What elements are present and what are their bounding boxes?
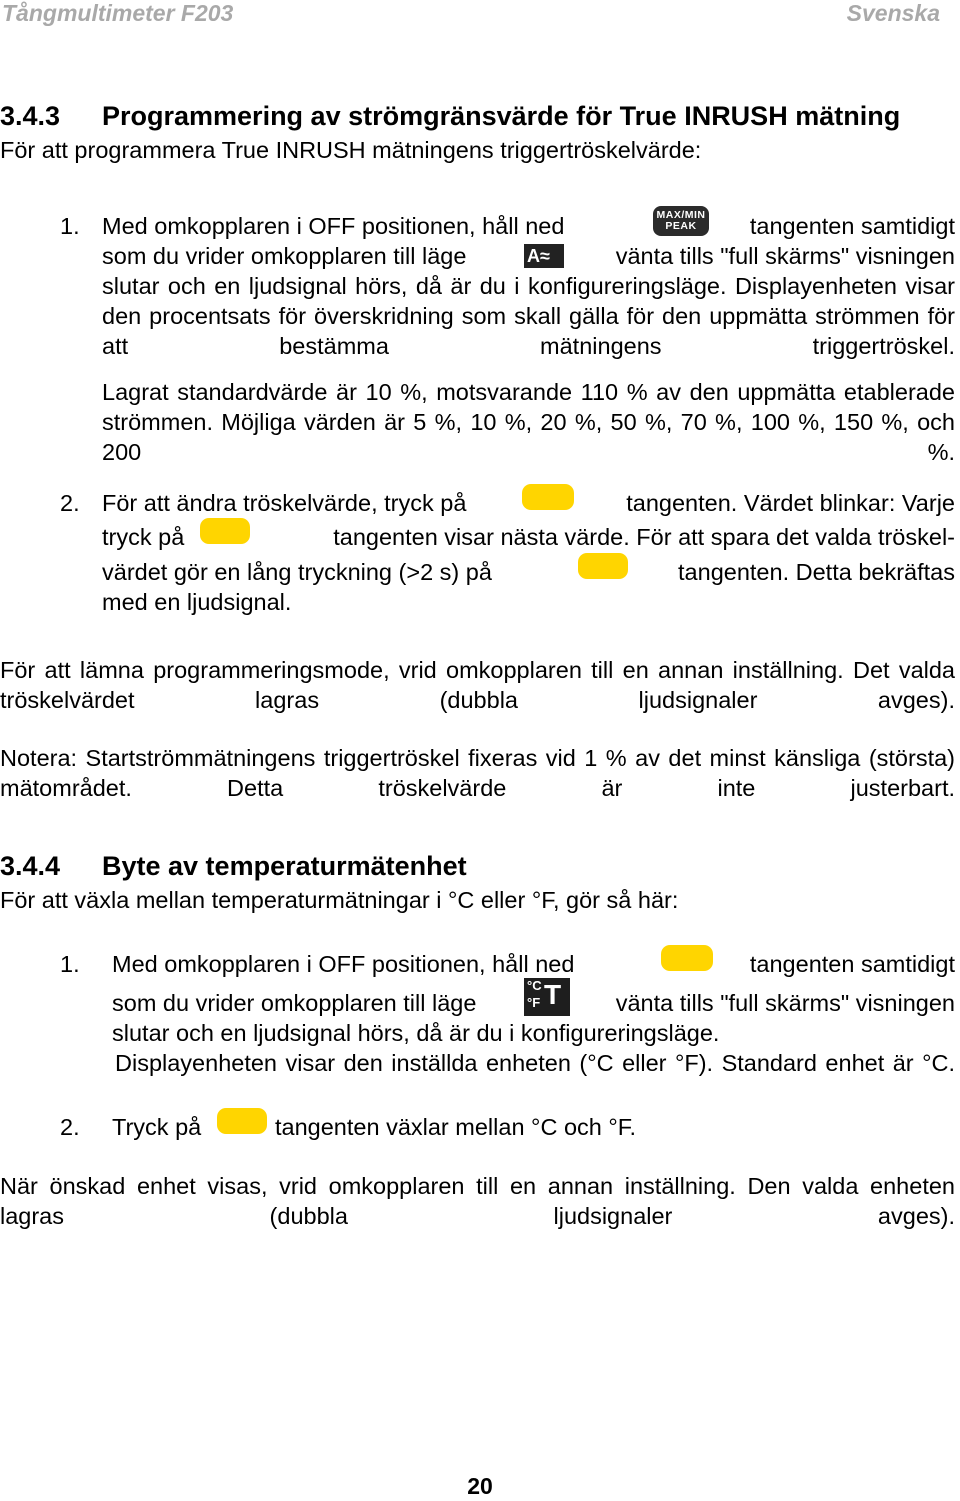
section-intro: För att programmera True INRUSH mätningens triggertröskelvärde: [0, 137, 702, 163]
step-text: Med omkopplaren i OFF positionen, håll ned [102, 213, 565, 239]
key-icon [522, 484, 574, 510]
step-text: vänta tills "full skärms" visningen [615, 243, 955, 269]
icon-label: °C [527, 978, 542, 993]
step-number: 2. [60, 1114, 80, 1140]
step-text: tangenten. Värdet blinkar: Varje [626, 490, 955, 516]
step-paragraph: Lagrat standardvärde är 10 %, motsvarande 110 % av den uppmätta etablerade strömmen. Möjliga värden är 5 %, 10 %, 20 %, 50 %, 70 %, 100 %, 150 %, och 200 %. [102, 379, 955, 465]
step-text: som du vrider omkopplaren till läge [102, 243, 467, 269]
paragraph-leave-mode: För att lämna programmeringsmode, vrid omkopplaren till en annan inställning. Det valda tröskelvärdet lagras (dubbla ljudsignaler avges). [0, 657, 955, 713]
section-intro: För att växla mellan temperaturmätningar i °C eller °F, gör så här: [0, 887, 679, 913]
temperature-mode-icon [524, 978, 570, 1016]
section-heading-3-4-3 [0, 101, 900, 132]
page-header [0, 0, 940, 30]
step-text: tangenten visar nästa värde. För att spara det valda tröskel- [333, 524, 955, 550]
icon-label: MAX/MIN [656, 209, 706, 221]
step-number: 1. [60, 951, 80, 977]
step-text: tangenten växlar mellan °C och °F. [275, 1114, 637, 1140]
step-text: Tryck på [112, 1114, 202, 1140]
ac-current-mode-icon: A≈ [524, 244, 564, 268]
step-text: tryck på [102, 524, 185, 550]
step-text: tangenten samtidigt [749, 213, 955, 239]
section-number: 3.4.3 [0, 101, 61, 131]
step-text: vänta tills "full skärms" visningen [615, 990, 955, 1016]
step-text: som du vrider omkopplaren till läge [112, 990, 477, 1016]
key-icon [661, 945, 713, 971]
max-min-peak-key-icon [653, 206, 709, 236]
key-icon [217, 1108, 267, 1134]
page-number: 20 [467, 1473, 493, 1499]
key-icon [200, 518, 250, 544]
header-language: Svenska [846, 0, 940, 26]
step-text: För att ändra tröskelvärde, tryck på [102, 490, 467, 516]
icon-label: T [544, 979, 562, 1010]
step-text: slutar och en ljudsignal hörs, då är du i konfigureringsläge. Displayenheten visar den procentsats för överskridning som skall gälla för den uppmätta strömmen för att bestämma mätningens triggertröskel. [102, 273, 955, 359]
section-title: Programmering av strömgränsvärde för True INRUSH mätning [102, 101, 901, 131]
step-text: tangenten. Detta bekräftas [678, 559, 955, 585]
step-text: slutar och en ljudsignal hörs, då är du i konfigureringsläge. [112, 1020, 720, 1046]
step-number: 1. [60, 213, 80, 239]
step-text: värdet gör en lång tryckning (>2 s) på [102, 559, 492, 585]
header-product-name: Tångmultimeter F203 [2, 0, 234, 26]
step-number: 2. [60, 490, 80, 516]
paragraph-note: Notera: Startströmmätningens triggertröskel fixeras vid 1 % av det minst känsliga (största) mätområdet. Detta tröskelvärde är inte justerbart. [0, 745, 955, 801]
section-number: 3.4.4 [0, 851, 61, 881]
step-text: tangenten samtidigt [749, 951, 955, 977]
paragraph-outro: När önskad enhet visas, vrid omkopplaren till en annan inställning. Den valda enheten lagras (dubbla ljudsignaler avges). [0, 1173, 955, 1229]
icon-label: PEAK [665, 220, 697, 232]
icon-label: °F [527, 995, 541, 1010]
step-text: med en ljudsignal. [102, 589, 292, 615]
section-title: Byte av temperaturmätenhet [102, 851, 467, 881]
key-icon [578, 553, 628, 579]
step-text: Med omkopplaren i OFF positionen, håll ned [112, 951, 575, 977]
section-heading-3-4-4 [0, 851, 467, 882]
step-text: Displayenheten visar den inställda enheten (°C eller °F). Standard enhet är °C. [115, 1050, 955, 1076]
